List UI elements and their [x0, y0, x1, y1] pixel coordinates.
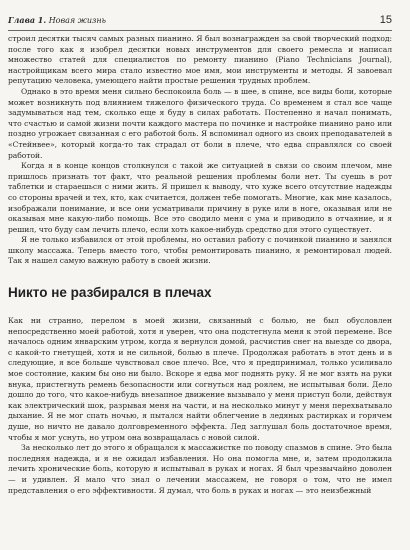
paragraph: Когда я в конце концов столкнулся с такой же ситуацией в связи со своим плечом, мне пришлось признать тот факт, что реальной решения проблемы боли нет. Ты суешь в рот таблетки и стараешься с ними жить. Я пришел к выводу, что хуже всего отсутствие надежды со стороны врачей и тех, кто, как считается, должен тебе помогать. Многие, как мне казалось, изображали понимание, и все они усматривали причину в руке или в ноге, оказывая или не оказывая мне какую-либо помощь. Все это сводило меня с ума и приводило в отчаяние, и я решил, что буду сам лечить плечо, если хоть какое-нибудь средство для этого существует. [8, 161, 392, 234]
chapter-header [8, 15, 106, 25]
page-number: 15 [379, 14, 392, 26]
page-body [8, 34, 392, 496]
paragraph: строил десятки тысяч самых разных пианино. Я был вознагражден за свой творческий подход: после того как я изобрел десятки новых инструментов для своего ремесла и написал множество статей для специалистов по ремонту пианино (Piano Technicians Journal), настройщикам всего мира стало известно мое имя, мои инструменты и методы. Я завоевал репутацию человека, умеющего найти простые решения трудных проблем. [8, 34, 392, 86]
chapter-number: Глава 1. [8, 15, 47, 25]
running-header [8, 14, 392, 31]
section-heading: Никто не разбирался в плечах [8, 285, 212, 301]
paragraph: За несколько лет до этого я обращался к массажистке по поводу спазмов в спине. Это была последняя надежда, и я не ожидал избавления. Но она помогла мне, и, затем продолжила лечить хронические боль, которую я испытывал в руках и ногах. Я был чрезвычайно доволен — и удивлен. Я мало что знал о лечении массажем, не говоря о том, что не имел представления о его эффективности. Я думал, что боль в руках и ногах — это неизбежный [8, 443, 392, 495]
paragraph: Как ни странно, перелом в моей жизни, связанный с болью, не был обусловлен непосредственно моей работой, хотя я уверен, что она подстегнула меня к этой перемене. Все началось одним январским утром, когда я вернулся домой, расчистив снег на выезде со двора, с какой-то гнетущей, хотя и не сильной, болью в плече. Продолжая работать в этот день и в следующие, я все больше чувствовал свое плечо. Все, что я предпринимал, только усиливало мое состояние, каким бы оно ни было. Вскоре я едва мог поднять руку. Я не мог взять на руки внука, пристегнуть ремень безопасности или согнуться над роялем, не испытывая боли. Дело дошло до того, что какое-нибудь внезапное движение вызывало у меня приступ боли, действуя как электрический шок, разрывая меня на части, и на несколько минут у меня перехватывало дыхание. Я не мог спать ночью, я пытался найти облегчение в ледяных растирках и горячем душе, но ничто не давало долговременного эффекта. Лед заглушал боль достаточное время, чтобы я мог уснуть, но утром она возвращалась с новой силой. [8, 316, 392, 442]
paragraph: Я не только избавился от этой проблемы, но оставил работу с починкой пианино и занялся школу массажа. Теперь вместо того, чтобы ремонтировать пианино, я ремонтировал людей. Так я нашел самую важную работу в своей жизни. [8, 235, 392, 266]
chapter-title: Новая жизнь [48, 16, 106, 25]
paragraph: Однако в это время меня сильно беспокоила боль — в шее, в спине, все виды боли, которые может возникнуть под влиянием тяжелого физического труда. Со временем я стал все чаще задумываться над тем, сколько еще я буду в силах работать. Постепенно я начал понимать, что счастью и самой жизни почти каждого мастера по починке и настройке пианино рано или поздно угрожает связанная с его работой боль. Я вспоминал одного из своих преподавателей в «Стейнвее», который когда-то так страдал от боли в плече, что едва справлялся со своей работой. [8, 86, 392, 160]
